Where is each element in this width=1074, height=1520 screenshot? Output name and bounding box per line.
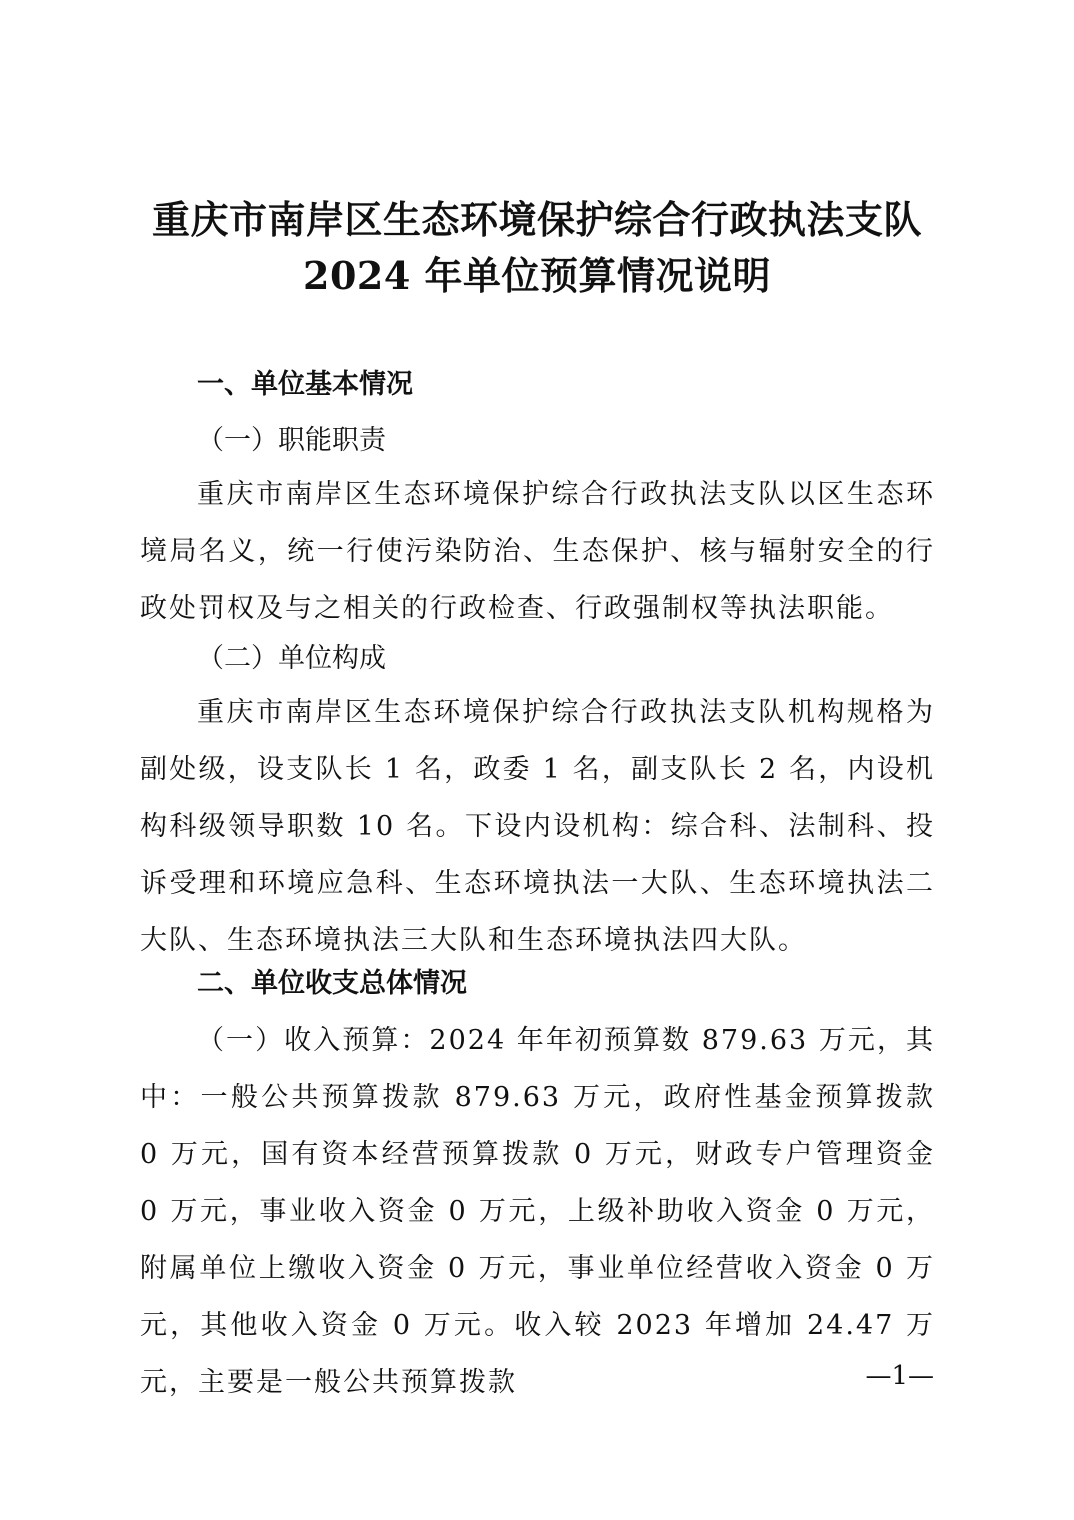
section-2-sub-1-paragraph: （一）收入预算：2024 年年初预算数 879.63 万元，其中：一般公共预算拨款 879.63 万元，政府性基金预算拨款 0 万元，国有资本经营预算拨款 0 万元，财政专户管理资金 0 万元，事业收入资金 0 万元，上级补助收入资金 0 万元，附属单位上缴收入资金 0 万元，事业单位经营收入资金 0 万元，其他收入资金 0 万元。收入较 2023 年增加 24.47 万元，主要是一般公共预算拨款 xyxy=(140,1025,935,1398)
section-1-sub-1-paragraph: 重庆市南岸区生态环境保护综合行政执法支队以区生态环境局名义，统一行使污染防治、生态保护、核与辐射安全的行政处罚权及与之相关的行政检查、行政强制权等执法职能。 xyxy=(140,479,935,624)
section-1-heading: 一、单位基本情况 xyxy=(197,369,413,400)
section-2-heading: 二、单位收支总体情况 xyxy=(197,968,467,999)
document-title-line-2: 2024 年单位预算情况说明 xyxy=(303,253,771,298)
document-title-line-1: 重庆市南岸区生态环境保护综合行政执法支队 xyxy=(151,197,922,242)
section-1-sub-2-heading: （二）单位构成 xyxy=(197,643,386,674)
section-1-sub-2-paragraph: 重庆市南岸区生态环境保护综合行政执法支队机构规格为副处级，设支队长 1 名，政委 1 名，副支队长 2 名，内设机构科级领导职数 10 名。下设内设机构：综合科、法制科、投诉受理和环境应急科、生态环境执法一大队、生态环境执法二大队、生态环境执法三大队和生态环境执法四大队。 xyxy=(140,697,935,956)
page-number: —1— xyxy=(865,1361,934,1391)
section-1-sub-1-heading: （一）职能职责 xyxy=(197,425,386,456)
